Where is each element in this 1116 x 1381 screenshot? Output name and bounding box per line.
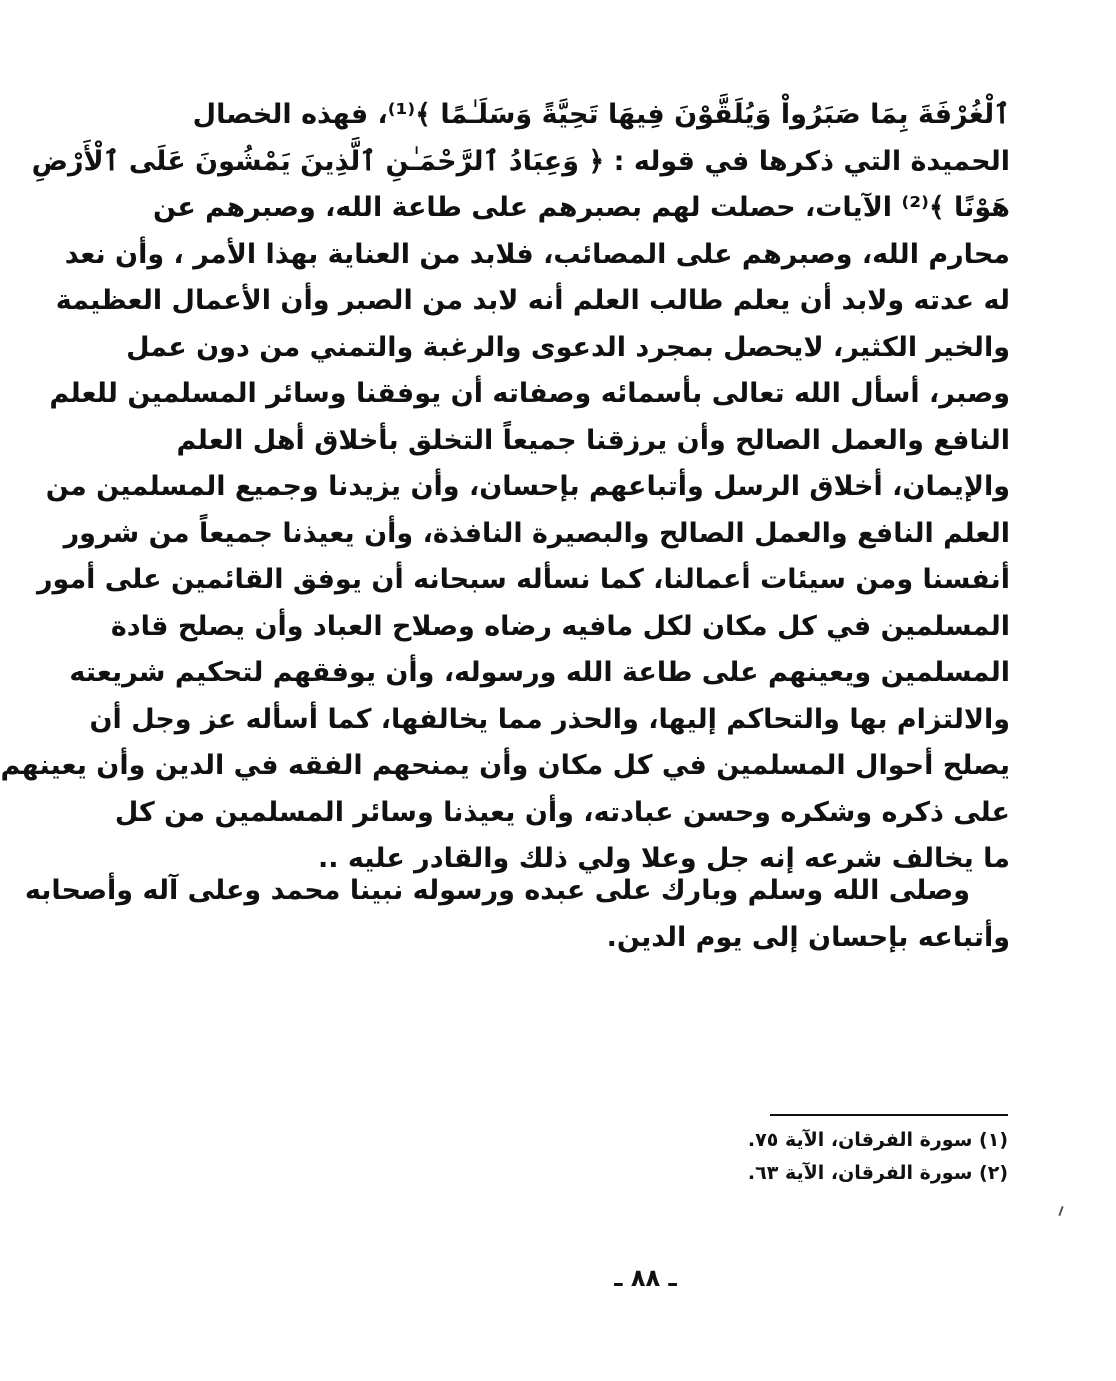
scan-speck — [1058, 1206, 1063, 1216]
text-line: وصبر، أسأل الله تعالى بأسمائه وصفاته أن يوفقنا وسائر المسلمين للعلم — [49, 378, 1010, 409]
text-line: يصلح أحوال المسلمين في كل مكان وأن يمنحهم الفقه في الدين وأن يعينهم — [0, 750, 1010, 781]
closing-line: وأتباعه بإحسان إلى يوم الدين. — [606, 921, 1010, 953]
footnote-divider — [770, 1114, 1008, 1116]
page-number: ـ ٨٨ ـ — [614, 1264, 677, 1292]
text-line: ٱلْغُرْفَةَ بِمَا صَبَرُواْ وَيُلَقَّوْنَ فِيهَا تَحِيَّةً وَسَلَـٰمًا ﴾⁽¹⁾، فهذه الخصال — [192, 99, 1010, 130]
text-line: والخير الكثير، لايحصل بمجرد الدعوى والرغبة والتمني من دون عمل — [126, 331, 1010, 363]
text-line: والإيمان، أخلاق الرسل وأتباعهم بإحسان، وأن يزيدنا وجميع المسلمين من — [45, 471, 1010, 502]
closing-prayer — [24, 868, 1010, 961]
main-text — [0, 92, 1010, 883]
text-line: الحميدة التي ذكرها في قوله : ﴿ وَعِبَادُ ٱلرَّحْمَـٰنِ ٱلَّذِينَ يَمْشُونَ عَلَى ٱلْأَرْضِ — [31, 145, 1010, 177]
text-line: محارم الله، وصبرهم على المصائب، فلابد من العناية بهذا الأمر ، وأن نعد — [64, 238, 1010, 270]
text-line: النافع والعمل الصالح وأن يرزقنا جميعاً التخلق بأخلاق أهل العلم — [176, 424, 1010, 456]
text-line: المسلمين في كل مكان لكل مافيه رضاه وصلاح العباد وأن يصلح قادة — [110, 610, 1010, 642]
footnotes — [748, 1124, 1008, 1190]
text-line: له عدته ولابد أن يعلم طالب العلم أنه لابد من الصبر وأن الأعمال العظيمة — [55, 285, 1010, 316]
text-line: والالتزام بها والتحاكم إليها، والحذر مما يخالفها، كما أسأله عز وجل أن — [89, 703, 1010, 735]
closing-line: وصلى الله وسلم وبارك على عبده ورسوله نبينا محمد وعلى آله وأصحابه — [24, 875, 970, 906]
text-line: المسلمين ويعينهم على طاعة الله ورسوله، وأن يوفقهم لتحكيم شريعته — [69, 657, 1010, 688]
text-line: هَوْنًا ﴾⁽²⁾ الآيات، حصلت لهم بصبرهم على طاعة الله، وصبرهم عن — [153, 192, 1010, 223]
footnote-1: (١) سورة الفرقان، الآية ٧٥. — [747, 1129, 1008, 1151]
text-line: أنفسنا ومن سيئات أعمالنا، كما نسأله سبحانه أن يوفق القائمين على أمور — [36, 564, 1010, 595]
footnote-2: (٢) سورة الفرقان، الآية ٦٣. — [747, 1162, 1008, 1184]
text-line: ما يخالف شرعه إنه جل وعلا ولي ذلك والقادر عليه .. — [318, 843, 1010, 874]
text-line: على ذكره وشكره وحسن عبادته، وأن يعيذنا وسائر المسلمين من كل — [114, 796, 1010, 828]
text-line: العلم النافع والعمل الصالح والبصيرة النافذة، وأن يعيذنا جميعاً من شرور — [63, 517, 1010, 549]
